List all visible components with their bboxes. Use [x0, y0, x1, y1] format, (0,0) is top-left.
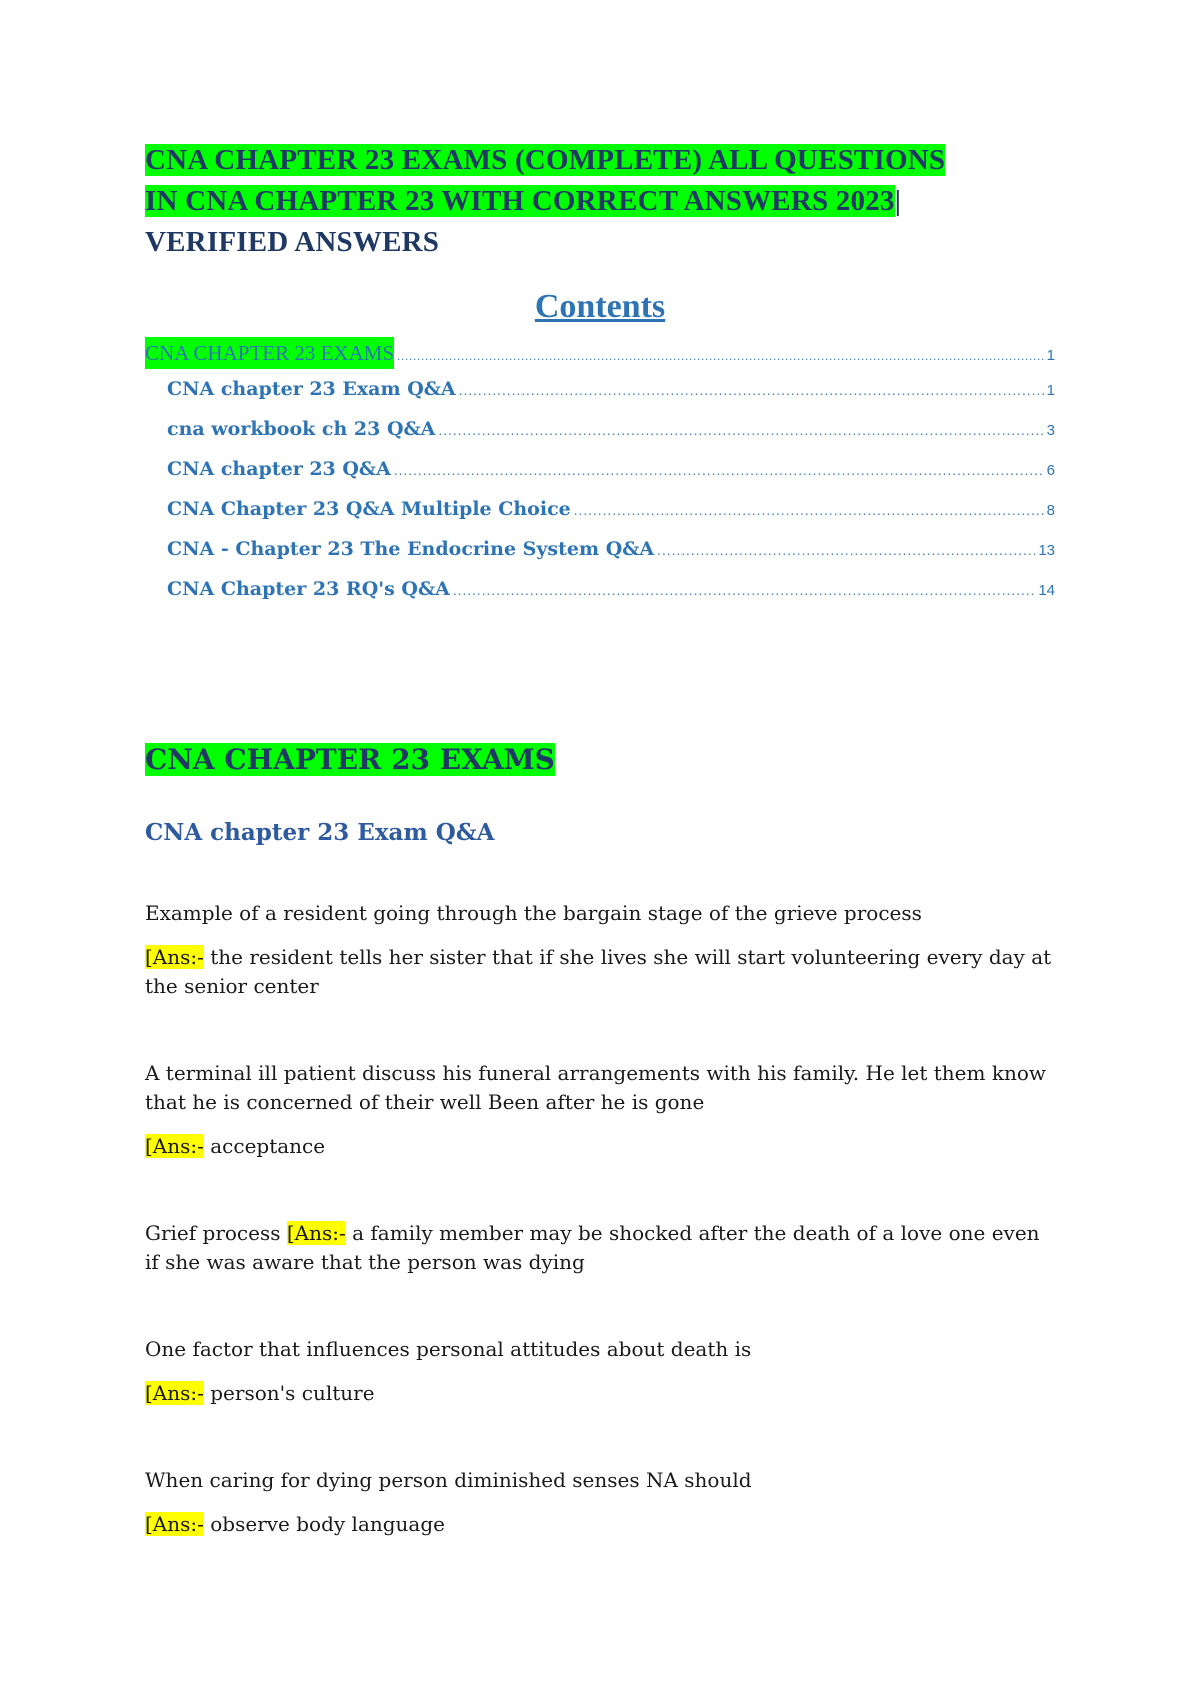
toc-entry-chapter-qa[interactable] [145, 449, 1055, 489]
qa-item [145, 1059, 1055, 1161]
toc-dot-leader [657, 531, 1035, 571]
toc-page-number: 3 [1046, 422, 1055, 439]
title-line-1: CNA CHAPTER 23 EXAMS (COMPLETE) ALL QUESTIONS [145, 144, 946, 176]
toc-dot-leader [459, 371, 1044, 411]
answer-text: acceptance [203, 1134, 326, 1158]
table-of-contents [145, 337, 1055, 609]
qa-item [145, 1219, 1055, 1277]
toc-page-number: 1 [1046, 347, 1055, 364]
answer-line [145, 1132, 1055, 1161]
answer-text: observe body language [203, 1512, 445, 1536]
toc-dot-leader [453, 571, 1035, 611]
toc-entry-endocrine-system[interactable] [145, 529, 1055, 569]
qa-item [145, 1335, 1055, 1408]
toc-entry-label: CNA chapter 23 Q&A [167, 458, 391, 480]
subsection-heading: CNA chapter 23 Exam Q&A [145, 819, 495, 846]
answer-line [145, 943, 1055, 1001]
toc-entry-label: CNA CHAPTER 23 EXAMS [145, 337, 394, 369]
toc-entry-label: CNA chapter 23 Exam Q&A [167, 378, 456, 400]
question-text: A terminal ill patient discuss his funeral arrangements with his family. He let them know that he is concerned of their well Been after he is gone [145, 1061, 1046, 1114]
title-line-3: VERIFIED ANSWERS [145, 226, 440, 258]
answer-prefix: [Ans:- [145, 1134, 204, 1158]
toc-entry-cna-chapter-23-exams[interactable] [145, 337, 1055, 369]
toc-page-number: 8 [1046, 502, 1055, 519]
toc-entry-label: CNA Chapter 23 RQ's Q&A [167, 578, 450, 600]
question-text: Grief process [145, 1221, 287, 1245]
answer-prefix: [Ans:- [145, 945, 204, 969]
toc-page-number: 6 [1046, 462, 1055, 479]
qa-list [145, 899, 1055, 1539]
section-heading [145, 739, 1055, 781]
question-text: Example of a resident going through the bargain stage of the grieve process [145, 901, 922, 925]
toc-dot-leader [574, 491, 1044, 531]
answer-prefix: [Ans:- [145, 1381, 204, 1405]
toc-entry-exam-qa[interactable] [145, 369, 1055, 409]
title-line-2: IN CNA CHAPTER 23 WITH CORRECT ANSWERS 2023 [145, 185, 895, 217]
toc-page-number: 14 [1038, 582, 1055, 599]
answer-text: a family member may be shocked after the death of a love one even if she was aware that the person was dying [145, 1221, 1040, 1274]
toc-entry-label: cna workbook ch 23 Q&A [167, 418, 436, 440]
toc-dot-leader [397, 340, 1044, 372]
toc-entry-label: CNA - Chapter 23 The Endocrine System Q&A [167, 538, 655, 560]
question-text: When caring for dying person diminished senses NA should [145, 1468, 752, 1492]
qa-item [145, 899, 1055, 1001]
toc-entry-rqs-qa[interactable] [145, 569, 1055, 609]
title-separator: | [894, 185, 902, 217]
toc-dot-leader [438, 411, 1043, 451]
qa-item [145, 1466, 1055, 1539]
toc-entry-label: CNA Chapter 23 Q&A Multiple Choice [167, 498, 571, 520]
question-text: One factor that influences personal attitudes about death is [145, 1337, 752, 1361]
toc-dot-leader [394, 451, 1044, 491]
answer-text: person's culture [203, 1381, 375, 1405]
toc-entry-workbook-qa[interactable] [145, 409, 1055, 449]
document-page [145, 140, 1055, 1554]
answer-text: the resident tells her sister that if she lives she will start volunteering every day at the senior center [145, 945, 1052, 998]
answer-line [145, 1379, 1055, 1408]
document-title [145, 140, 1055, 263]
answer-prefix: [Ans:- [286, 1221, 346, 1245]
toc-entry-multiple-choice[interactable] [145, 489, 1055, 529]
section-heading-text: CNA CHAPTER 23 EXAMS [145, 743, 555, 776]
answer-line [145, 1510, 1055, 1539]
answer-prefix: [Ans:- [145, 1512, 204, 1536]
question-answer-line [145, 1219, 1055, 1277]
toc-page-number: 13 [1038, 542, 1055, 559]
contents-heading: Contents [534, 288, 666, 325]
toc-page-number: 1 [1046, 382, 1055, 399]
